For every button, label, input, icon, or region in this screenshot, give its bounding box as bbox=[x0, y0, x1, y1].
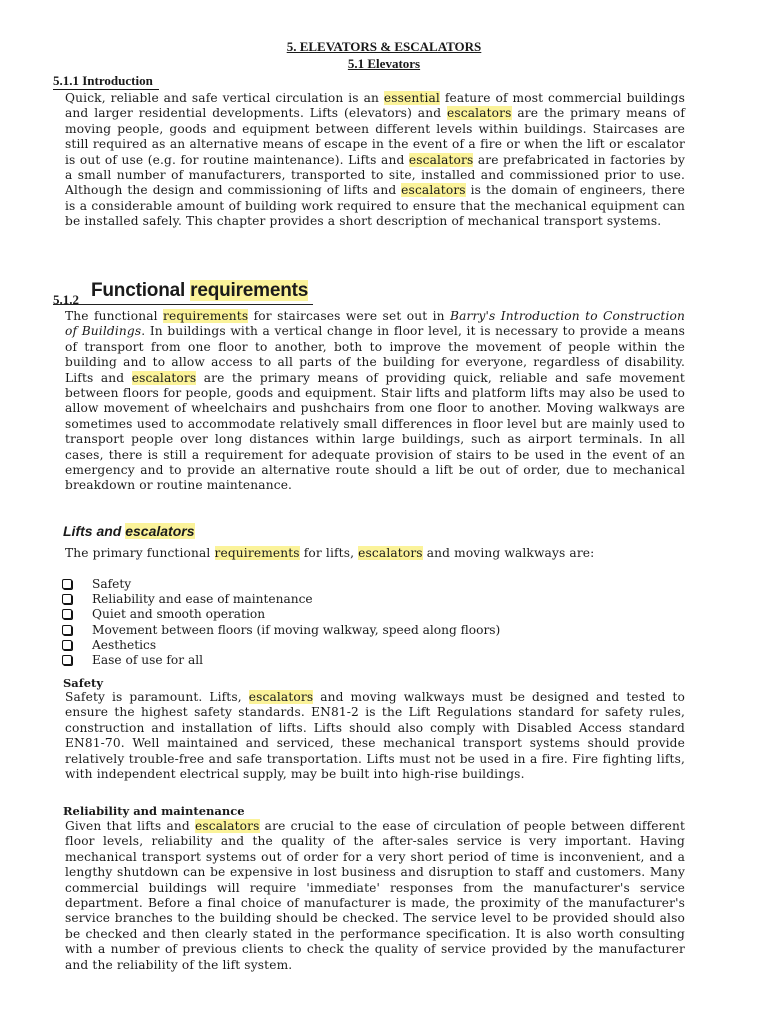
checkbox-bullet-icon bbox=[62, 594, 72, 604]
book-title: Barry's Introduction to Construction of Buildings bbox=[65, 309, 685, 339]
requirements-list bbox=[62, 577, 500, 668]
list-item: Aesthetics bbox=[62, 638, 500, 653]
list-item: Ease of use for all bbox=[62, 653, 500, 668]
checkbox-bullet-icon bbox=[62, 609, 72, 619]
highlight: requirements bbox=[163, 309, 249, 323]
section-title: 5.1 Elevators bbox=[347, 56, 421, 71]
functional-paragraph: The functional requirements for staircases were set out in Barry's Introduction to Construction of Buildings. In buildings with a vertical change in floor level, it is necessary to provide a means of transport from one floor to another, both to improve the movement of people within the building and to allow access to all parts of the building for everyone, regardless of disability. Lifts and escalators are the primary means of providing quick, reliable and safe movement between floors for people, goods and equipment. Stair lifts and platform lifts may also be used to allow movement of wheelchairs and pushchairs from one floor to another. Moving walkways are sometimes used to accommodate relatively small differences in floor level but are mainly used to transport people over long distances within large buildings, such as airport terminals. In all cases, there is still a requirement for adequate provision of stairs to be used in the event of an emergency and to provide an alternative route should a lift be out of order, due to mechanical breakdown or routine maintenance. bbox=[65, 309, 685, 493]
highlight: escalators bbox=[401, 183, 466, 198]
checkbox-bullet-icon bbox=[62, 655, 72, 665]
highlight: escalators bbox=[358, 546, 423, 560]
safety-heading: Safety bbox=[63, 676, 104, 690]
highlight: essential bbox=[383, 91, 440, 105]
intro-paragraph: Quick, reliable and safe vertical circulation is an essential feature of most commercial buildings and larger residential developments. Lifts (elevators) and escalators are the primary means of moving people, goods and equipment between different levels within buildings. Staircases are still required as an alternative means of escape in the event of a fire or when the lift or escalator is out of use (e.g. for routine maintenance). Lifts and escalators are prefabricated in factories by a small number of manufacturers, transported to site, installed and commissioned prior to use. Although the design and commissioning of lifts and escalators is the domain of engineers, there is a considerable amount of building work required to ensure that the mechanical equipment can be installed safely. This chapter provides a short description of mechanical transport systems. bbox=[65, 91, 685, 229]
safety-paragraph: Safety is paramount. Lifts, escalators and moving walkways must be designed and tested to ensure the highest safety standards. EN81-2 is the Lift Regulations standard for safety rules, construction and installation of lifts. Lifts should also comply with Disabled Access standard EN81-70. Well maintained and serviced, these mechanical transport systems should provide relatively trouble-free and safe transportation. Lifts must not be used in a fire. Fire fighting lifts, with independent electrical supply, may be built into high-rise buildings. bbox=[65, 690, 685, 782]
reliability-heading: Reliability and maintenance bbox=[63, 804, 245, 818]
highlight: requirements bbox=[190, 280, 309, 301]
lifts-intro: The primary functional requirements for lifts, escalators and moving walkways are: bbox=[65, 546, 595, 560]
functional-number: 5.1.2 bbox=[53, 292, 79, 307]
lifts-heading: Lifts and escalators bbox=[63, 523, 195, 539]
functional-heading bbox=[53, 280, 313, 305]
checkbox-bullet-icon bbox=[62, 579, 72, 589]
highlight: escalators bbox=[408, 152, 474, 167]
chapter-title: 5. ELEVATORS & ESCALATORS bbox=[286, 39, 482, 54]
highlight: escalators bbox=[248, 690, 314, 704]
list-item: Reliability and ease of maintenance bbox=[62, 592, 500, 607]
reliability-paragraph: Given that lifts and escalators are crucial to the ease of circulation of people between different floor levels, reliability and the quality of the after-sales service is very important. Having mechanical transport systems out of order for a very short period of time is inconvenient, and a lengthy shutdown can be expensive in lost business and disruption to staff and customers. Many commercial buildings will require 'immediate' responses from the manufacturer's service department. Before a final choice of manufacturer is made, the proximity of the manufacturer's service branches to the building should be checked. The service level to be provided should also be checked and then clearly stated in the performance specification. It is also worth consulting with a number of previous clients to check the quality of service provided by the manufacturer and the reliability of the lift system. bbox=[65, 819, 685, 972]
list-item: Movement between floors (if moving walkway, speed along floors) bbox=[62, 623, 500, 638]
highlight: escalators bbox=[194, 819, 260, 833]
list-item: Quiet and smooth operation bbox=[62, 607, 500, 622]
highlight: escalators bbox=[447, 106, 512, 121]
list-item: Safety bbox=[62, 577, 500, 592]
checkbox-bullet-icon bbox=[62, 625, 72, 635]
highlight: requirements bbox=[214, 546, 300, 560]
intro-heading: 5.1.1 Introduction bbox=[53, 73, 159, 90]
highlight: escalators bbox=[131, 370, 197, 385]
checkbox-bullet-icon bbox=[62, 640, 72, 650]
highlight: escalators bbox=[125, 523, 195, 539]
functional-title: Functional requirements bbox=[91, 280, 309, 301]
